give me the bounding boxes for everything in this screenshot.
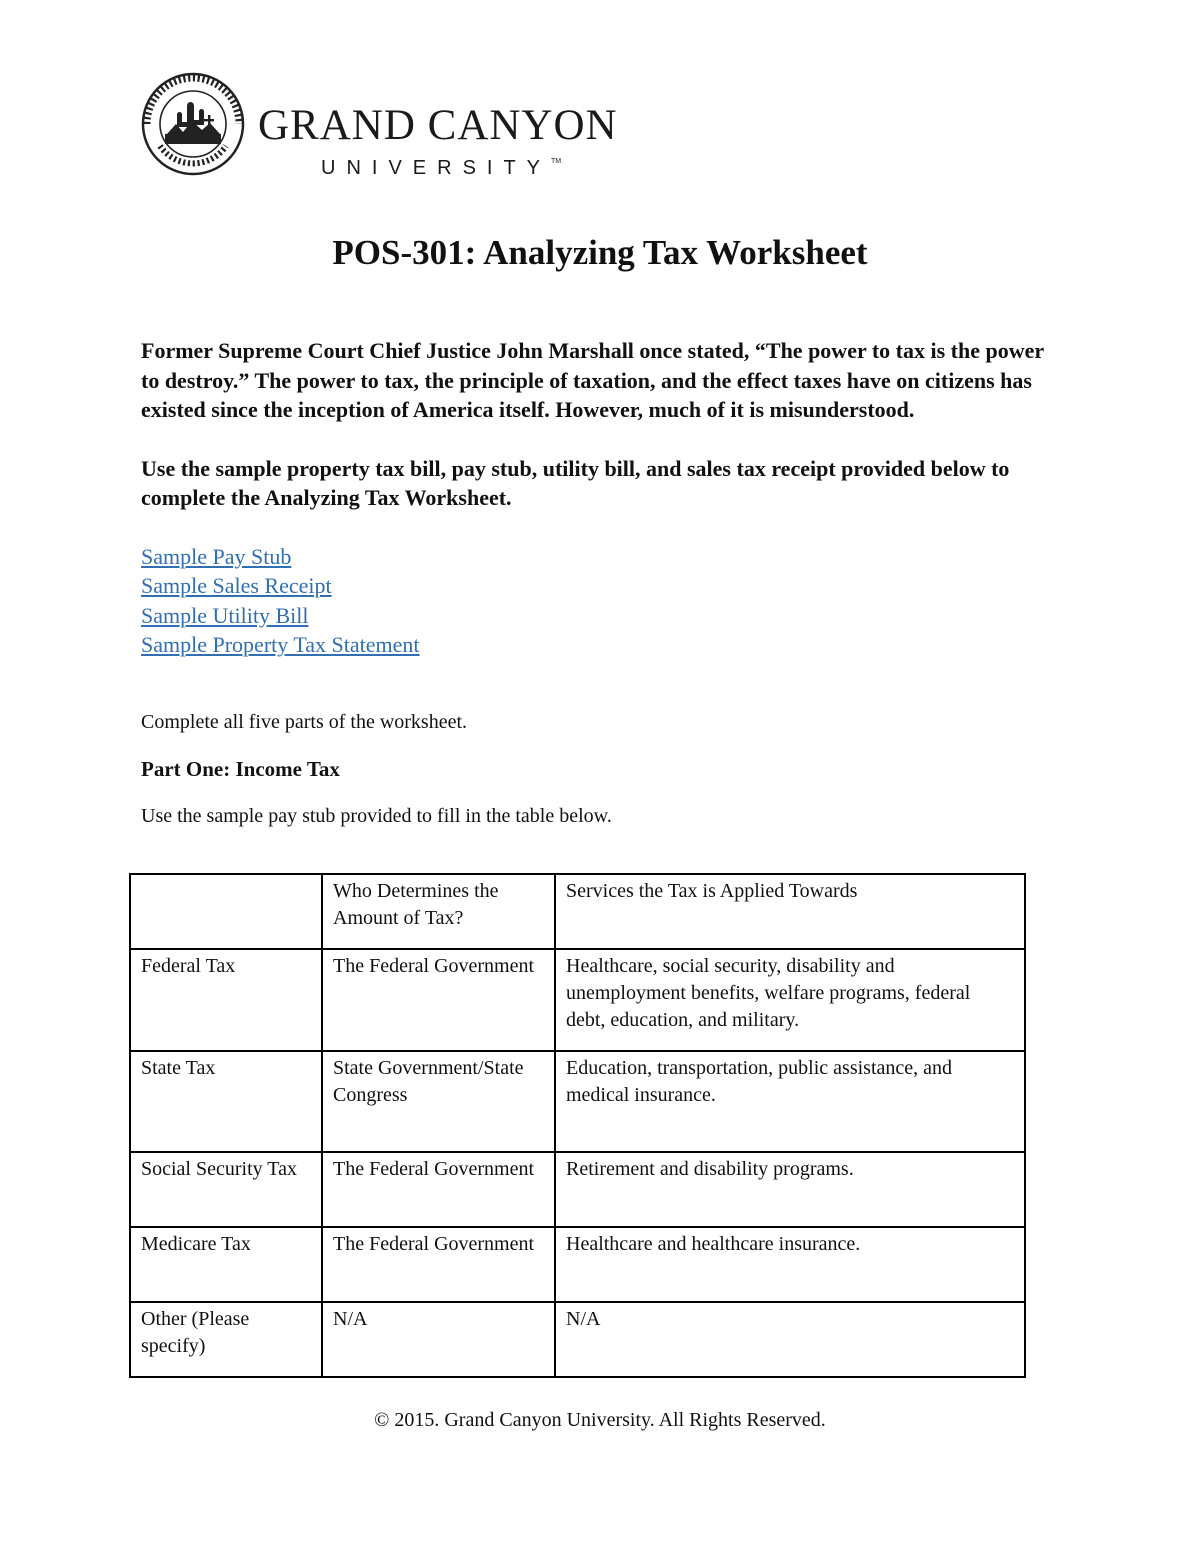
table-row [130, 1302, 1025, 1377]
link-sample-property-tax-statement[interactable]: Sample Property Tax Statement [141, 632, 420, 657]
intro-paragraph-quote: Former Supreme Court Chief Justice John Marshall once stated, “The power to tax is the power to destroy.” The power to tax, the principle of taxation, and the effect taxes have on citizens has existed since the inception of America itself. However, much of it is misunderstood. [141, 338, 1044, 422]
table-header-row [130, 874, 1025, 949]
trademark-mark: TM [551, 158, 562, 165]
sample-links-list [141, 542, 1061, 660]
university-name: GRAND CANYON [258, 102, 618, 149]
table-row [130, 949, 1025, 1051]
link-sample-sales-receipt[interactable]: Sample Sales Receipt [141, 573, 332, 598]
university-seal-icon [140, 72, 246, 176]
table-cell: Healthcare, social security, disability and unemployment benefits, welfare programs, federal debt, education, and military. [555, 949, 1025, 1051]
table-cell: Retirement and disability programs. [555, 1152, 1025, 1227]
table-cell: N/A [322, 1302, 555, 1377]
worksheet-instructions: Complete all five parts of the worksheet. [141, 710, 468, 733]
table-row [130, 1051, 1025, 1152]
table-row [130, 1152, 1025, 1227]
table-row [130, 1227, 1025, 1302]
table-cell: N/A [555, 1302, 1025, 1377]
table-cell: The Federal Government [322, 1152, 555, 1227]
copyright-footer: © 2015. Grand Canyon University. All Rights Reserved. [374, 1409, 826, 1431]
income-tax-table [129, 873, 1026, 1378]
intro-paragraph-instructions: Use the sample property tax bill, pay stub, utility bill, and sales tax receipt provided below to complete the Analyzing Tax Worksheet. [141, 455, 1010, 510]
table-header-cell: Who Determines the Amount of Tax? [322, 874, 555, 949]
table-cell: Medicare Tax [130, 1227, 322, 1302]
link-sample-pay-stub[interactable]: Sample Pay Stub [141, 543, 292, 569]
table-cell: Federal Tax [130, 949, 322, 1051]
table-cell: Education, transportation, public assistance, and medical insurance. [555, 1051, 1025, 1152]
university-subline [258, 150, 618, 180]
university-subline-text: UNIVERSITY [321, 157, 552, 179]
table-cell: The Federal Government [322, 949, 555, 1051]
table-header-cell: Services the Tax is Applied Towards [555, 874, 1025, 949]
table-cell: Social Security Tax [130, 1152, 322, 1227]
table-cell: State Government/State Congress [322, 1051, 555, 1152]
table-header-cell [130, 874, 322, 949]
document-body [141, 336, 1061, 830]
university-logo [140, 72, 620, 179]
part-one-heading: Part One: Income Tax [141, 756, 340, 781]
university-wordmark [258, 102, 618, 179]
link-sample-utility-bill[interactable]: Sample Utility Bill [141, 602, 309, 628]
table-cell: Healthcare and healthcare insurance. [555, 1227, 1025, 1302]
part-one-instructions: Use the sample pay stub provided to fill in the table below. [141, 804, 612, 827]
page-title: POS-301: Analyzing Tax Worksheet [332, 233, 868, 272]
table-cell: Other (Please specify) [130, 1302, 322, 1377]
table-cell: The Federal Government [322, 1227, 555, 1302]
table-cell: State Tax [130, 1051, 322, 1152]
